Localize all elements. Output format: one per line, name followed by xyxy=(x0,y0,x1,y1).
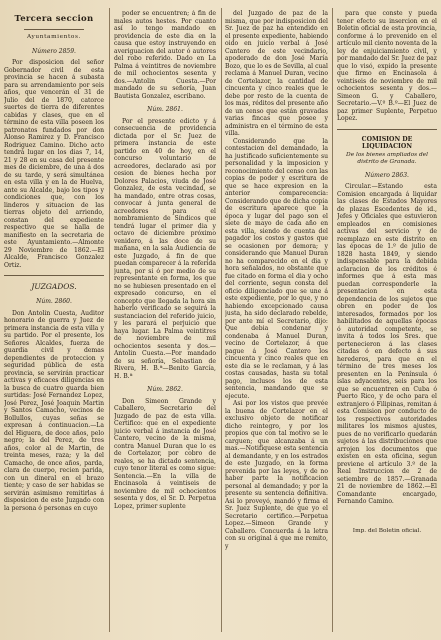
notice-text: Don Simeon Grande y Caballero, Secretario del Juzgado de paz de esta villa. Certifico: que en el expediente juicio verbal á instancia de José Cantero, vecino de la misma, contra Manuel Duran que lo es de Cortelazor, por cobro de reales, se ha dictado sentencia, cuyo tenor literal es como sigue: Sentencia.—En la villa de Encinasola á veintiseis de noviembre de mil ochocientos sesenta y dos, el Sr. D. Perpetua Lopez, primer suplente xyxy=(114,397,216,510)
notice-number: Núm. 2861. xyxy=(147,106,183,113)
column-rule xyxy=(332,8,333,632)
column-1 xyxy=(4,10,104,630)
notice-text: Por el presente edicto y á consecuencia de providencia dictada por el Sr. Juez de primera instancia de este partido en 40 de hoy, en el concurso voluntario de acreedores, declarado asi por cesion de bienes hecha por Dolores Palacios, viuda de José Gonzalez, de esta vecindad, se ha mandado, entre otras cosas, convocar á junta general de acreedores para el nombramiento de Síndicos que tendrá lugar el primer dia y octavo de diciembre próximo venidero, á las doce de su mañana, en la sala Audiencia de este Juzgado, á fin de que puedan comparecer á la referida junta, por si ó por medio de su representante en forma, los que no se hubiesen presentado en el expresado concurso, en el concepto que llegada la hora sin haberlo verificado se seguirá la sustanciacion del referido juicio, y les parará el perjuicio que haya lugar. La Palma veintitres de noviembre de mil ochocientos sesenta y dos.—Antolin Cuesta.—Por mandado de su señoría, Sebastian de Rivera, H. B.ª—Benito García, H. B.ª xyxy=(114,117,216,380)
section-title: JUZGADOS. xyxy=(31,282,77,291)
notice-number: Núm. 2860. xyxy=(36,298,72,305)
column-rule xyxy=(109,8,110,632)
printer-imprint: Imp. del Boletin oficial. xyxy=(352,527,422,534)
column-4 xyxy=(337,10,437,630)
notice-text: Circular.—Estando esta Comision encargada á liquidar las clases de Estados Mayores de plazas Escedentes de id., Jefes y Oficiales que estuvieron empleados en comisiones activas del servicio y de reemplazo en este distrito en las épocas de 1.º de julio de 1828 hasta 1849, y siendo indispensable para la debida aclaracion de los créditos é informes que á esta mas puedan corresponderle la presentacion en esta dependencia de los sujetos que obren en poder de los interesados, formados por los habilitados de aquellas épocas ó autoridad competente, se invita á todos los Sres. que pertenecieron á las clases citadas ó en defecto á sus herederos, para que en el término de tres meses los presenten en la Península ó islas adyacentes, seis para los que se encuentren en Cuba ó Puerto Rico, y de ocho para el extranjero ó Filipinas, remitan á esta Comision por conducto de los respectivos autoridades militares los mismos ajustes, pues de no verificarlo quedarán sujetos á las distribuciones que arrojen los documentos que existen en esta oficina, segun previene el artículo 3.º de la Real Instruccion de 2 de setiembre de 1857.—Granada 21 de noviembre de 1862.—El Comandante encargado, Fernando Camino. xyxy=(337,183,437,505)
subsection-title: Ayuntamientos. xyxy=(26,34,82,40)
divider xyxy=(337,129,437,130)
notice-text: Por disposicion del señor Gobernador civil de esta provincia se hacen á subasta para su arrendamiento por seis años, que vencerán el 31 de Julio del de 1870, catorce suertes de tierra de diferentes cabidas y clases, que en el término de esta villa poseen los patronatos fundados por don Alonso Ramirez y D. Francisco Rodriguez Camino. Dicho acto tendrá lugar en los dias 7, 14, 21 y 28 en su casa del presente mes de diciembre, de una á dos de su tarde, y será simultánea en esta villa y en la de Huelva, ante su Alcalde, bajo los tipos y condiciones que, con los linderos y situacion de las tierras objeto del arriendo, constan del expediente respectivo que se halla de manifiesto en la secretaria de este Ayuntamiento.—Almonte 29 Noviembre de 1862.—El Alcalde, Francisco Gonzalez Ortiz. xyxy=(4,59,104,269)
notice-text: Considerando que la contestacion del demandado, la ha justificado suficientemente su personalidad y la imposicion y reconocimiento del censo con las copias de poder y escritura de que se hace expresion en la anterior comparecencia: Considerando que de dicha copia de escritura aparece que la época y lugar del pago son el siete de mayo de cada año en esta villa, siendo de cuenta del pagador los costos y gastos que se ocasionen por demora; y considerando que Manuel Duran no ha comparecido en el dia y hora señalados, no obstante que fue citado en forma el dia y ocho del corriente, segun consta del oficio diligenciado que se une á este expediente, por lo que, y no habiendo excepcionado causa justa, ha sido declarado rebelde, por ante mí el Secretario, dijo: Que debia condenar y condenaba á Manuel Duran, vecino de Cortelazor, á que pague á José Cantero los cincuenta y cinco reales que en este dia se le reclaman, y á las costas causadas, hasta su total pago, inclusos los de esta sentencia, mandando que se ejecute. xyxy=(225,137,328,400)
divider xyxy=(24,29,84,30)
section-title: COMISION DE LIQUIDACION xyxy=(361,135,413,150)
column-2 xyxy=(114,10,216,630)
notice-text: para que conste y pueda tener efecto su insercion en el Boletin oficial de esta provincia, conforme á lo prevenido en el artículo mil ciento noventa de la ley de enjuiciamiento civil, y por mandado del Sr. Juez de paz que lo visó, expido la presente que firmo en Encinasola á veintiseis de noviembre de mil ochocientos sesenta y dos.—Simeon G. y Caballero, Secretario.—V.º B.º—El Juez de paz primer Suplente, Perpetuo Lopez. xyxy=(337,10,437,122)
notice-text: poder se encuentren; á fin de males autos hestes. Por cuanto así lo tengo mandado en providencia de este dia en la causa que estoy instruyendo en averiguacion del autor ó autores del robo referido. Dado en La Palma á veintitres de noviembre de mil ochocientos sesenta y dos.—Antolin Cuesta.—Por mandado de su señoría, Juan Bautista Gonzalez, escribano. xyxy=(114,10,216,100)
notice-number: Número 2859. xyxy=(32,47,76,55)
divider xyxy=(4,275,104,276)
notice-number: Número 2863. xyxy=(365,171,409,179)
section-subtitle: De los bienes ampliados del distrito de Granada. xyxy=(346,151,428,165)
notice-text: Asi por los vistos que prevée la buena de Cortelazor en el exclusivo objeto de notificar dicho reintegro, y por los propios que con tal motivo se le carguen; que alcanzaba á un mas.—Notifíquese esta sentencia al demandante, y en los estrados de este Juzgado, en la forma prevenida por las leyes, y de no haber parte la notificacion personal al demandado; y por la presente su sentencia definitiva. Asi lo proveyó, mandó y firma el Sr. Juez Suplente, de que yo el Secretario certifico.—Perpetua Lopez.—Simeon Grande y Caballero. Concuerda á la letra con su original á que me remito, y xyxy=(225,400,328,550)
notice-text: Don Antolin Cuesta, Auditor honorario de guerra y Juez de primera instancia de esta villa y su partido. Por el presente, los Señores Alcaldes, fuerza de guardia civil y demas dependientes de proteccion y seguridad pública de esta provincia, se servirán practicar activas y eficaces diligencias en la busca de cuatro guarda bien surtidas: José Fernandez Lopez, José Perez, José Joaquin Martin y Santos Camacho, vecinos de Bollullos, cuyas señas se expresan á continuacion.—La del Higuera, de doce años, pelo negro; la del Perez, de tres años, color al de Martin, de treinta meses, raza; y la del Camacho, de once años, parda, clara de cuerpo, recien parida, con un dineral en el brazo tiente; y caso de ser habidas se servirán asimismo remitirlas á disposicion de este Juzgado con la persona ó personas en cuyo xyxy=(4,309,104,512)
notice-text: del Juzgado de paz de la misma, que por indisposicion del Sr. Juez de paz ha entendido en el presente expediente, habiendo oido en juicio verbal á José Cantero de este vecindario, apoderado de don José María Bozo, que lo es de Sevilla, al cual reclama á Manuel Duran, vecino de Cortelazor, la cantidad de cincuenta y cinco reales que le debe por resto de la cuenta de los mas, réditos del presente año de un censo que están gravadas varias fincas que posee y administra en el término de esta villa. xyxy=(225,10,328,137)
column-3 xyxy=(225,10,328,630)
section-title: Tercera seccion xyxy=(14,14,94,24)
column-rule xyxy=(221,8,222,632)
notice-number: Núm. 2862. xyxy=(147,386,183,393)
